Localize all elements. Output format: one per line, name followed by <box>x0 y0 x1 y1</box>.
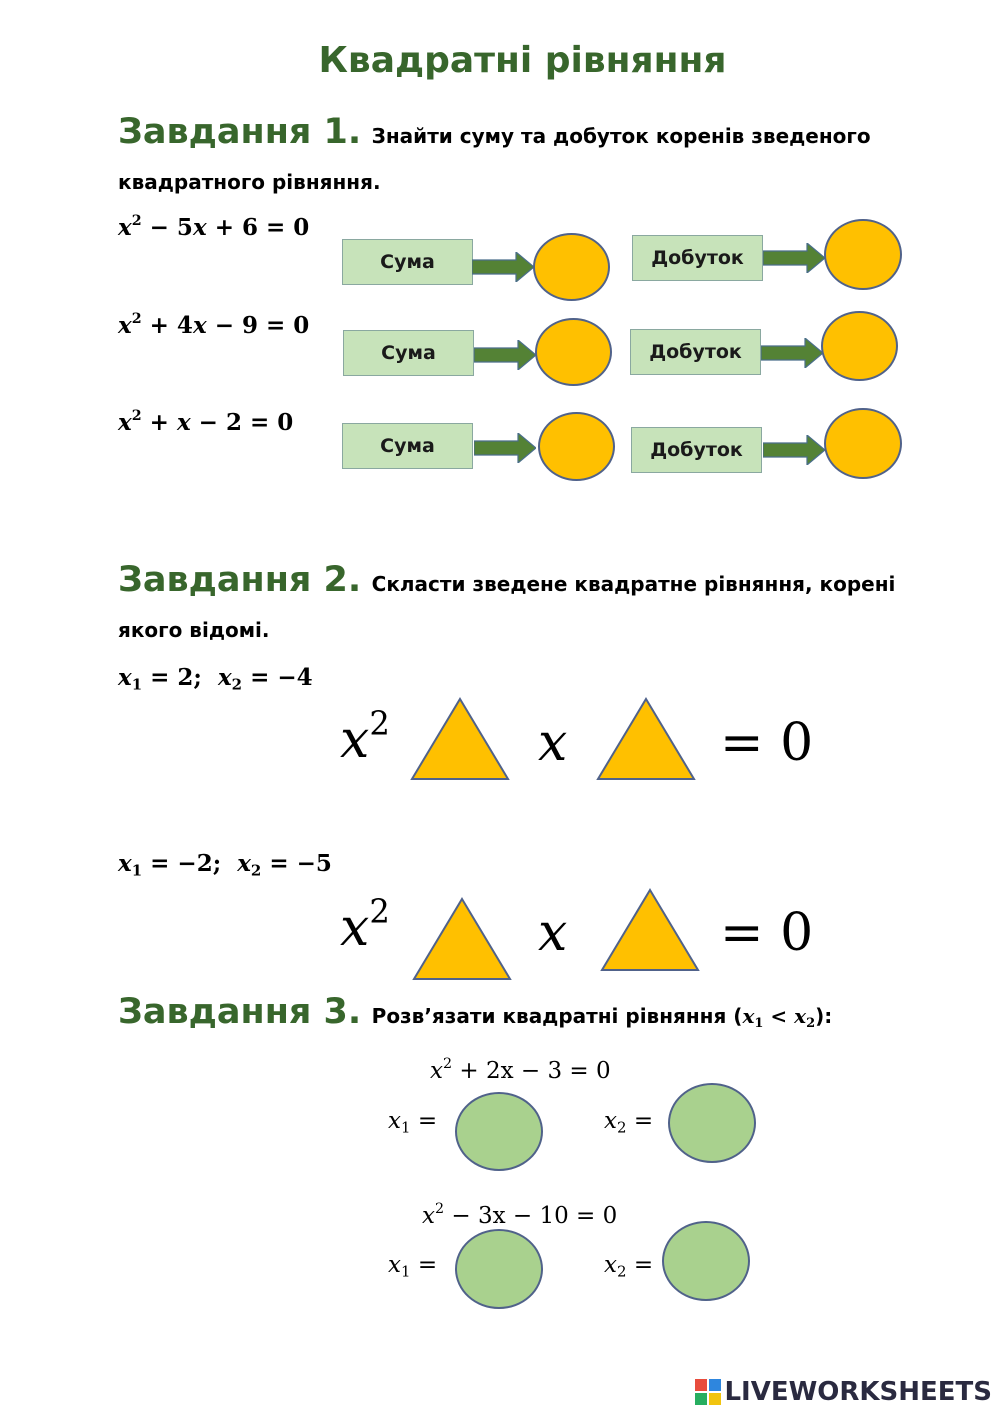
task3-header <box>118 992 832 1032</box>
task1-equation-2: $x^2 + 4x - 9 = 0$ <box>118 311 310 339</box>
page-title: Квадратні рівняння <box>318 40 727 81</box>
arrow-right-icon <box>763 243 825 273</box>
product-label-3: Добуток <box>631 427 762 473</box>
sign-answer-triangle[interactable] <box>410 697 510 781</box>
arrow-right-icon <box>761 338 823 368</box>
task2-equals-zero-1: = 0 <box>720 713 814 773</box>
task3-equation-2: $x^2 - 3x - 10 = 0$ <box>422 1201 618 1229</box>
task1-header <box>118 112 871 152</box>
sum-answer-3[interactable] <box>538 412 615 481</box>
sum-label-1: Сума <box>342 239 473 285</box>
task2-heading: Завдання 2. <box>118 560 362 600</box>
task1-equation-3: $x^2 + x - 2 = 0$ <box>118 408 294 436</box>
task2-x-squared-1: $x^2$ <box>340 704 390 770</box>
task3-x2-label-1: $x_2$ = <box>604 1108 654 1137</box>
liveworksheets-logo-text: LIVEWORKSHEETS <box>724 1377 992 1407</box>
liveworksheets-logo <box>694 1377 992 1407</box>
task2-x-squared-2: $x^2$ <box>340 892 390 958</box>
product-label-2: Добуток <box>630 329 761 375</box>
task2-roots-1: $x_1 = 2$; $x_2 = -4$ <box>118 664 313 694</box>
x2-answer-2[interactable] <box>662 1221 750 1301</box>
sum-label-3: Сума <box>342 423 473 469</box>
x2-answer-1[interactable] <box>668 1083 756 1163</box>
task2-roots-2: $x_1 = -2$; $x_2 = -5$ <box>118 850 332 880</box>
sum-answer-1[interactable] <box>533 233 610 301</box>
arrow-right-icon <box>763 435 825 465</box>
task2-header <box>118 560 895 600</box>
task1-equation-1: $x^2 - 5x + 6 = 0$ <box>118 213 310 241</box>
task3-heading: Завдання 3. <box>118 992 362 1032</box>
task2-description-line2: якого відомі. <box>118 618 270 642</box>
sum-label-2: Сума <box>343 330 474 376</box>
product-answer-1[interactable] <box>824 219 902 290</box>
sum-answer-2[interactable] <box>535 318 612 386</box>
product-answer-3[interactable] <box>824 408 902 479</box>
task1-heading: Завдання 1. <box>118 112 362 152</box>
task3-x1-label-1: $x_1$ = <box>388 1108 438 1137</box>
constant-answer-triangle[interactable] <box>600 888 700 972</box>
task3-equation-1: $x^2 + 2x - 3 = 0$ <box>430 1056 611 1084</box>
task1-description: Знайти суму та добуток коренів зведеного <box>371 124 871 148</box>
constant-answer-triangle[interactable] <box>596 697 696 781</box>
arrow-right-icon <box>474 340 536 370</box>
x1-answer-2[interactable] <box>455 1229 543 1309</box>
x1-answer-1[interactable] <box>455 1092 543 1171</box>
task2-description: Скласти зведене квадратне рівняння, корені <box>371 572 896 596</box>
task2-equals-zero-2: = 0 <box>720 903 814 963</box>
product-label-1: Добуток <box>632 235 763 281</box>
arrow-right-icon <box>472 252 534 282</box>
task3-description: Розв’язати квадратні рівняння $(x_1 < x_2)$: <box>371 1004 833 1031</box>
task2-x-1: x <box>538 713 568 773</box>
task2-x-2: x <box>538 903 568 963</box>
task3-x1-label-2: $x_1$ = <box>388 1252 438 1281</box>
product-answer-2[interactable] <box>821 311 898 381</box>
task3-x2-label-2: $x_2$ = <box>604 1252 654 1281</box>
arrow-right-icon <box>474 433 536 463</box>
task1-description-line2: квадратного рівняння. <box>118 170 381 194</box>
liveworksheets-logo-icon <box>694 1378 722 1406</box>
sign-answer-triangle[interactable] <box>412 897 512 981</box>
